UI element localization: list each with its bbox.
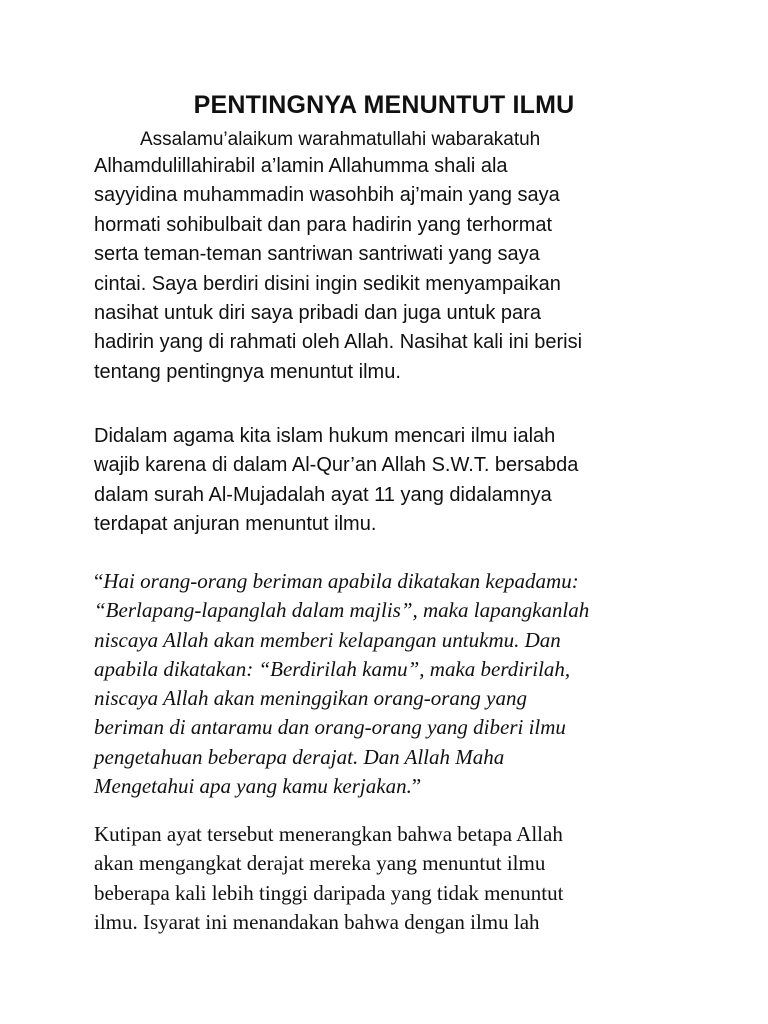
text-line: nasihat untuk diri saya pribadi dan juga untuk para xyxy=(94,302,541,325)
text-line: serta teman-teman santriwan santriwati yang saya xyxy=(94,243,540,266)
greeting-line: Assalamu’alaikum warahmatullahi wabarakatuh xyxy=(140,129,541,150)
quote-text: Hai orang-orang beriman apabila dikatakan kepadamu: xyxy=(103,569,579,593)
text-line: wajib karena di dalam Al-Qur’an Allah S.W.T. bersabda xyxy=(94,454,579,477)
text-line: sayyidina muhammadin wasohbih aj’main yang saya xyxy=(94,184,560,207)
text-line: ilmu. Isyarat ini menandakan bahwa dengan ilmu lah xyxy=(94,909,540,934)
text-line: dalam surah Al-Mujadalah ayat 11 yang didalamnya xyxy=(94,483,552,506)
text-line: cintai. Saya berdiri disini ingin sedikit menyampaikan xyxy=(94,272,561,295)
text-line: Alhamdulillahirabil a’lamin Allahumma shali ala xyxy=(94,155,508,177)
close-quote-mark: ” xyxy=(411,774,422,799)
quote-text: Mengetahui apa yang kamu kerjakan. xyxy=(94,774,412,799)
text-line: terdapat anjuran menuntut ilmu. xyxy=(94,513,377,536)
text-line: akan mengangkat derajat mereka yang menuntut ilmu xyxy=(94,851,546,876)
quote-line: pengetahuan beberapa derajat. Dan Allah Maha xyxy=(94,744,505,769)
text-line: tentang pentingnya menuntut ilmu. xyxy=(94,360,401,383)
quote-line xyxy=(94,567,589,596)
quran-quote xyxy=(94,567,589,801)
text-line: hadirin yang di rahmati oleh Allah. Nasihat kali ini berisi xyxy=(94,331,583,354)
text-line: hormati sohibulbait dan para hadirin yang terhormat xyxy=(94,213,553,236)
quote-line: niscaya Allah akan meninggikan orang-orang yang xyxy=(94,686,527,711)
paragraph-explanation xyxy=(94,820,563,937)
text-line: Kutipan ayat tersebut menerangkan bahwa betapa Allah xyxy=(94,822,563,846)
quote-line: “Berlapang-lapanglah dalam majlis”, maka lapangkanlah xyxy=(94,598,590,623)
paragraph-hukum-ilmu xyxy=(94,422,578,540)
quote-line xyxy=(94,772,589,801)
quote-line: apabila dikatakan: “Berdirilah kamu”, maka berdirilah, xyxy=(94,656,571,681)
text-line: beberapa kali lebih tinggi daripada yang tidak menuntut xyxy=(94,880,564,905)
text-line: Didalam agama kita islam hukum mencari ilmu ialah xyxy=(94,425,556,447)
page-title: PENTINGNYA MENUNTUT ILMU xyxy=(193,91,575,119)
quote-line: niscaya Allah akan memberi kelapangan untukmu. Dan xyxy=(94,627,561,652)
open-quote-mark: “ xyxy=(94,569,104,593)
paragraph-opening xyxy=(94,152,582,387)
quote-line: beriman di antaramu dan orang-orang yang diberi ilmu xyxy=(94,715,566,740)
